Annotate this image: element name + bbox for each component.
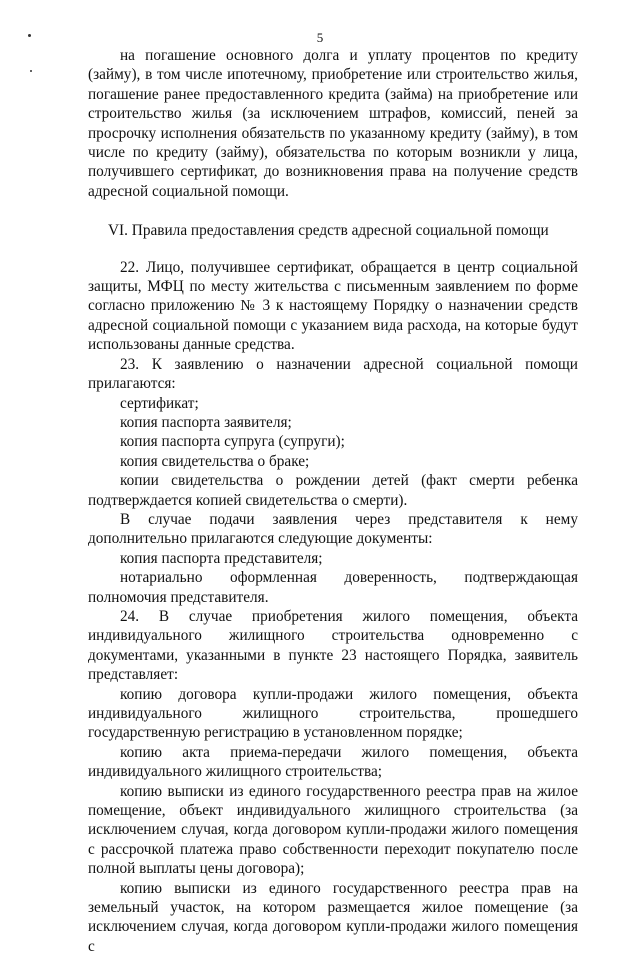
scan-speck: [30, 70, 32, 72]
section-heading: VI. Правила предоставления средств адресной социальной помощи: [108, 222, 549, 240]
list-item: копию акта приема-передачи жилого помещения, объекта индивидуального жилищного строительства;: [88, 743, 578, 781]
list-item: копию выписки из единого государственного реестра прав на земельный участок, на котором размещается жилое помещение (за исключением случая, когда договором купли-продажи жилого помещения с: [88, 879, 578, 955]
list-item: нотариально оформленная доверенность, подтверждающая полномочия представителя.: [88, 569, 578, 606]
paragraph-22: 22. Лицо, получившее сертификат, обращается в центр социальной защиты, МФЦ по месту жительства с письменным заявлением по форме согласно приложению № 3 к настоящему Порядку о назначении средств адресной социальной помощи с указанием вида расхода, на которые будут использованы данные средства.: [88, 258, 578, 354]
list-item: копию выписки из единого государственного реестра прав на жилое помещение, объект индивидуального жилищного строительства (за исключением случая, когда договором купли-продажи жилого помещения с рассрочкой платежа право собственности переходит покупателю после полной выплаты цены договора);: [88, 782, 578, 878]
list-item: копии свидетельства о рождении детей (факт смерти ребенка подтверждается копией свидетельства о смерти).: [88, 472, 578, 509]
page-number: 5: [316, 30, 324, 45]
list-item: копия паспорта представителя;: [120, 549, 323, 567]
list-item: копия паспорта супруга (супруги);: [120, 433, 345, 451]
list-item: сертификат;: [120, 394, 199, 412]
document-body: [88, 46, 578, 956]
paragraph-representative: В случае подачи заявления через представителя к нему дополнительно прилагаются следующие документы:: [88, 510, 578, 548]
list-item: копию договора купли-продажи жилого помещения, объекта индивидуального жилищного строительства, прошедшего государственную регистрацию в установленном порядке;: [88, 685, 578, 742]
paragraph-continued: на погашение основного долга и уплату процентов по кредиту (займу), в том числе ипотечному, приобретение или строительство жилья, погашение ранее предоставленного кредита (займа) на приобретение или строительство жилья (за исключением штрафов, комиссий, пеней за просрочку исполнения обязательств по указанному кредиту (займу), в том числе по кредиту (займу), обязательства по которым возникли у лица, получившего сертификат, до возникновения права на получение средств адресной социальной помощи.: [88, 47, 578, 200]
paragraph-24: 24. В случае приобретения жилого помещения, объекта индивидуального жилищного строительства одновременно с документами, указанными в пункте 23 настоящего Порядка, заявитель представляет:: [88, 607, 578, 684]
paragraph-23: 23. К заявлению о назначении адресной социальной помощи прилагаются:: [88, 355, 578, 393]
list-item: копия свидетельства о браке;: [120, 452, 310, 470]
list-item: копия паспорта заявителя;: [120, 413, 292, 431]
